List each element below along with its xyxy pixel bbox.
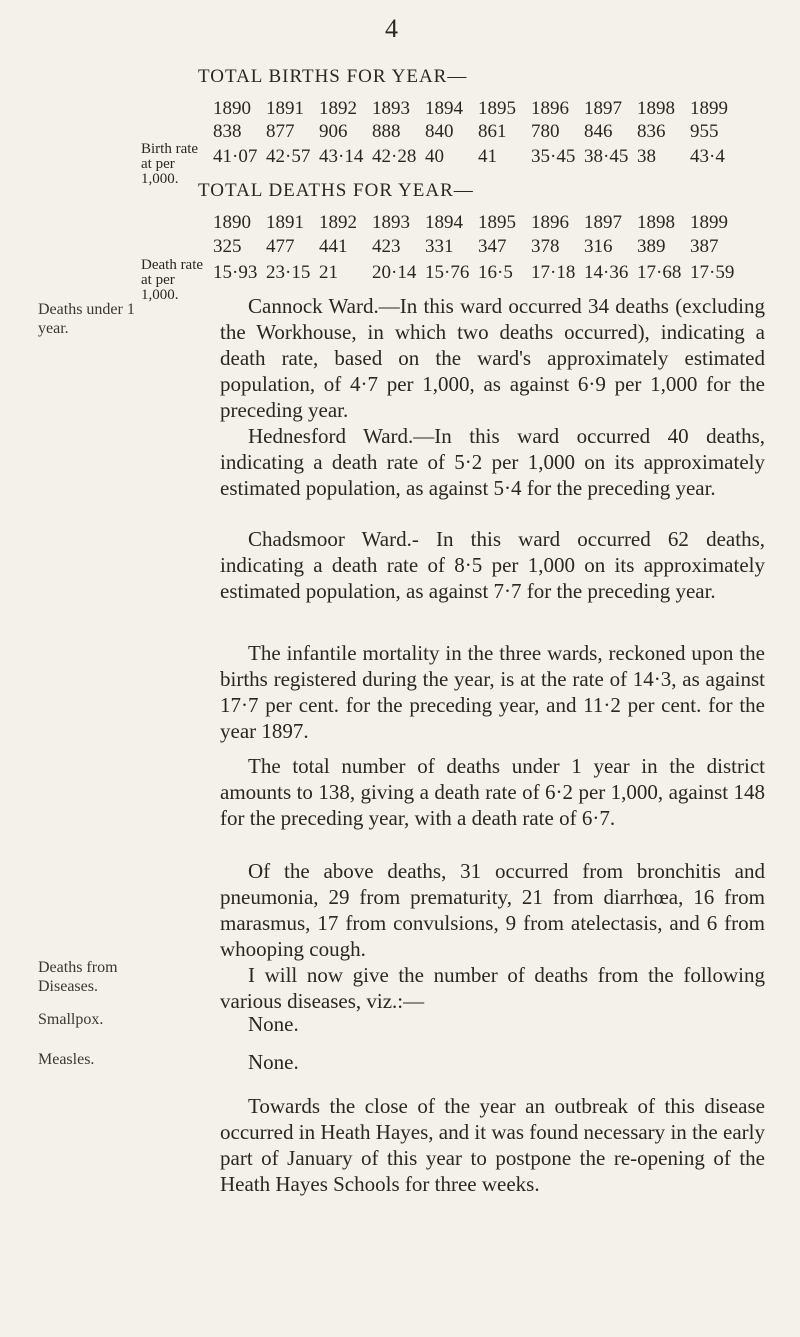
table-cell: 43·14 <box>319 146 364 167</box>
deaths-heading: TOTAL DEATHS FOR YEAR— <box>198 180 474 201</box>
table-cell: 17·59 <box>690 262 735 283</box>
measles-value: None. <box>248 1050 299 1074</box>
table-cell: 906 <box>319 121 348 142</box>
table-cell: 1898 <box>637 212 675 233</box>
table-cell: 20·14 <box>372 262 417 283</box>
page-number: 4 <box>385 14 398 43</box>
table-cell: 1891 <box>266 98 304 119</box>
table-cell: 1893 <box>372 212 410 233</box>
table-cell: 846 <box>584 121 613 142</box>
table-cell: 1890 <box>213 212 251 233</box>
smallpox-value: None. <box>248 1012 299 1036</box>
table-cell: 1897 <box>584 212 622 233</box>
margin-note-measles: Measles. <box>38 1051 95 1068</box>
table-cell: 23·15 <box>266 262 311 283</box>
table-cell: 861 <box>478 121 507 142</box>
table-cell: 780 <box>531 121 560 142</box>
table-cell: 1899 <box>690 98 728 119</box>
table-cell: 1898 <box>637 98 675 119</box>
table-cell: 325 <box>213 236 242 257</box>
table-cell: 423 <box>372 236 401 257</box>
margin-note-deaths-from-diseases: Deaths from Diseases. <box>38 959 118 995</box>
paragraph-chadsmoor-ward: Chadsmoor Ward.- In this ward occurred 62 deaths, indicating a death rate of 8·5 per 1,000 on its approximately estimated population, as against 7·7 for the preceding year. <box>220 527 765 603</box>
table-cell: 1895 <box>478 212 516 233</box>
table-cell: 387 <box>690 236 719 257</box>
table-cell: 42·57 <box>266 146 311 167</box>
table-cell: 1893 <box>372 98 410 119</box>
table-cell: 1899 <box>690 212 728 233</box>
paragraph-total-deaths-under-1: The total number of deaths under 1 year in the district amounts to 138, giving a death rate of 6·2 per 1,000, against 148 for the preceding year, with a death rate of 6·7. <box>220 754 765 830</box>
paragraph-cannock-ward: Cannock Ward.—In this ward occurred 34 deaths (excluding the Workhouse, in which two deaths occurred), indicating a death rate, based on the ward's approximately estimated population, of 4·7 per 1,000, as against 6·9 per 1,000 for the preceding year. <box>220 294 765 422</box>
table-cell: 441 <box>319 236 348 257</box>
table-cell: 35·45 <box>531 146 576 167</box>
margin-note-deaths-under-1: Deaths under 1 year. <box>38 301 135 337</box>
table-cell: 17·68 <box>637 262 682 283</box>
table-cell: 888 <box>372 121 401 142</box>
paragraph-diseases-intro: I will now give the number of deaths from the following various diseases, viz.:— <box>220 963 765 1013</box>
table-cell: 836 <box>637 121 666 142</box>
table-cell: 42·28 <box>372 146 417 167</box>
births-heading: TOTAL BIRTHS FOR YEAR— <box>198 66 468 87</box>
table-cell: 1892 <box>319 212 357 233</box>
table-cell: 838 <box>213 121 242 142</box>
table-cell: 41 <box>478 146 497 167</box>
table-cell: 14·36 <box>584 262 629 283</box>
table-cell: 316 <box>584 236 613 257</box>
table-cell: 38·45 <box>584 146 629 167</box>
death-rate-label: Death rate at per 1,000. <box>141 257 204 303</box>
table-cell: 389 <box>637 236 666 257</box>
table-cell: 955 <box>690 121 719 142</box>
table-cell: 15·93 <box>213 262 258 283</box>
table-cell: 1896 <box>531 212 569 233</box>
table-cell: 43·4 <box>690 146 725 167</box>
table-cell: 21 <box>319 262 338 283</box>
table-cell: 1890 <box>213 98 251 119</box>
table-cell: 378 <box>531 236 560 257</box>
table-cell: 331 <box>425 236 454 257</box>
table-cell: 1894 <box>425 98 463 119</box>
table-cell: 40 <box>425 146 444 167</box>
table-cell: 1897 <box>584 98 622 119</box>
table-cell: 840 <box>425 121 454 142</box>
table-cell: 15·76 <box>425 262 470 283</box>
table-cell: 16·5 <box>478 262 513 283</box>
birth-rate-label: Birth rate at per 1,000. <box>141 141 199 187</box>
margin-note-smallpox: Smallpox. <box>38 1011 104 1028</box>
table-cell: 1896 <box>531 98 569 119</box>
table-cell: 1891 <box>266 212 304 233</box>
table-cell: 347 <box>478 236 507 257</box>
table-cell: 38 <box>637 146 656 167</box>
table-cell: 1895 <box>478 98 516 119</box>
paragraph-causes-of-death: Of the above deaths, 31 occurred from bronchitis and pneumonia, 29 from prematurity, 21 from diarrhœa, 16 from marasmus, 17 from convulsions, 9 from atelectasis, and 6 from whooping cough. <box>220 859 765 961</box>
table-cell: 477 <box>266 236 295 257</box>
table-cell: 17·18 <box>531 262 576 283</box>
paragraph-infantile-mortality: The infantile mortality in the three wards, reckoned upon the births registered during the year, is at the rate of 14·3, as against 17·7 per cent. for the preceding year, and 11·2 per cent. for the year 1897. <box>220 641 765 743</box>
table-cell: 1892 <box>319 98 357 119</box>
paragraph-measles-outbreak: Towards the close of the year an outbreak of this disease occurred in Heath Hayes, and it was found necessary in the early part of January of this year to postpone the re-opening of the Heath Hayes Schools for three weeks. <box>220 1094 765 1196</box>
table-cell: 1894 <box>425 212 463 233</box>
paragraph-hednesford-ward: Hednesford Ward.—In this ward occurred 40 deaths, indicating a death rate of 5·2 per 1,000 on its approximately estimated population, as against 5·4 for the preceding year. <box>220 424 765 500</box>
table-cell: 877 <box>266 121 295 142</box>
table-cell: 41·07 <box>213 146 258 167</box>
